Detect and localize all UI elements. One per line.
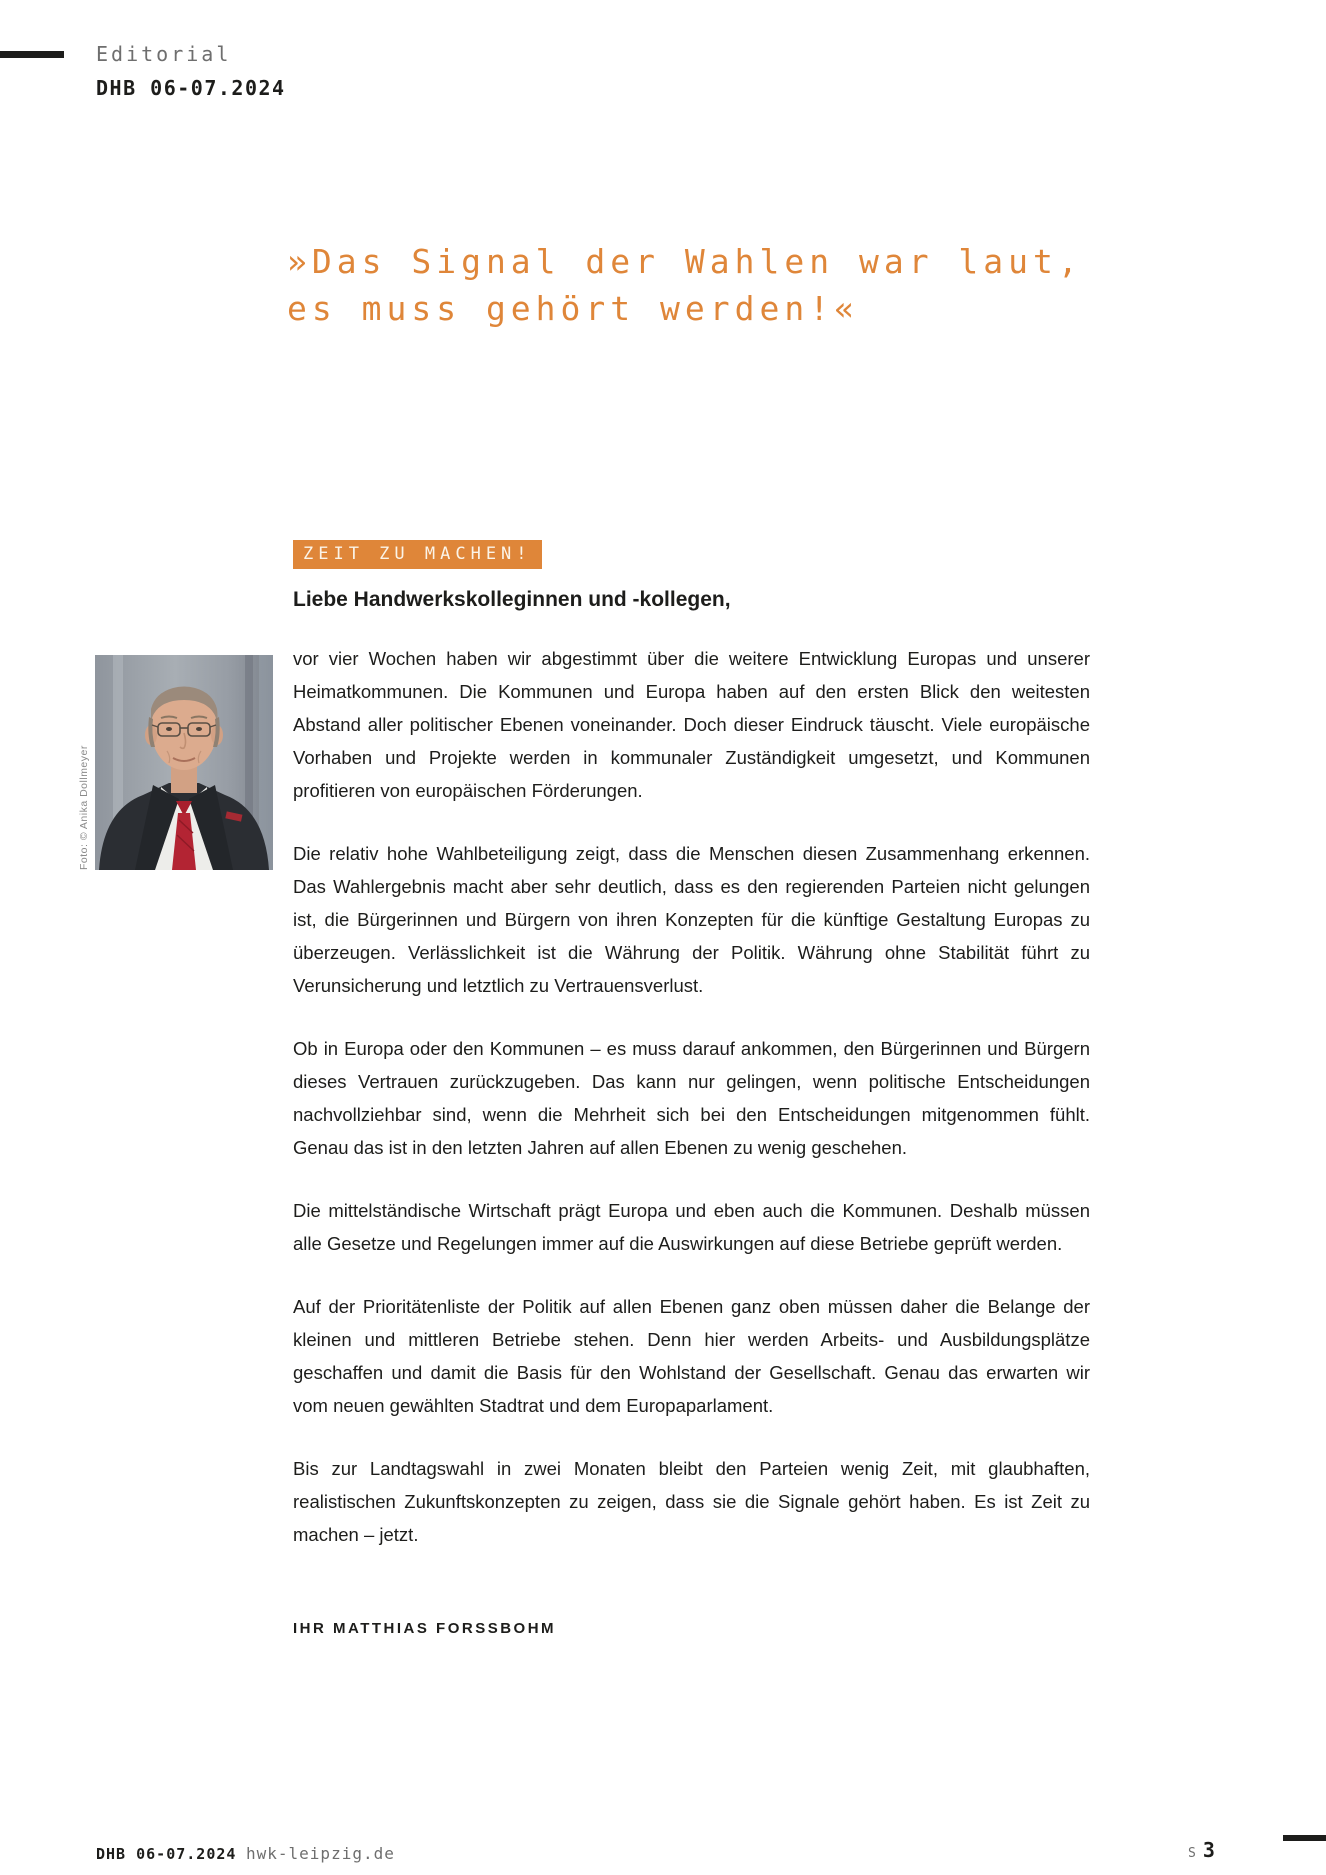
footer-website-link: hwk-leipzig.de [246,1844,395,1863]
paragraph-1: vor vier Wochen haben wir abgestimmt über die weitere Entwicklung Europas und unserer Heimatkommunen. Die Kommunen und Europa haben auf den ersten Blick den weitesten Abstand aller politischer Ebenen voneinander. Doch dieser Eindruck täuscht. Viele europäische Vorhaben und Projekte werden in kommunaler Zuständigkeit umgesetzt, und Kommunen profitieren von europäischen Förderungen. [293,648,1090,801]
page-headline [287,238,1083,332]
kicker-badge: ZEIT ZU MACHEN! [293,540,542,569]
footer-issue-label: DHB 06-07.2024 [96,1845,237,1863]
section-label: Editorial [96,42,232,66]
issue-label: DHB 06-07.2024 [96,76,286,100]
headline-line-1: »Das Signal der Wahlen war laut, [287,242,1083,281]
paragraph-2: Die relativ hohe Wahlbeteiligung zeigt, dass die Menschen diesen Zusammenhang erkennen. Das Wahlergebnis macht aber sehr deutlich, dass es den regierenden Parteien nicht gelungen ist, die Bürgerinnen und Bürgern von ihren Konzepten für die künftige Gestaltung Europas zu überzeugen. Verlässlichkeit ist die Währung der Politik. Währung ohne Stabilität führt zu Verunsicherung und letztlich zu Vertrauensverlust. [293,843,1090,996]
page-prefix: S [1188,1846,1196,1861]
paragraph-6: Bis zur Landtagswahl in zwei Monaten bleibt den Parteien wenig Zeit, mit glaubhaften, realistischen Zukunftskonzepten zu zeigen, dass sie die Signale gehört haben. Es ist Zeit zu machen – jetzt. [293,1458,1090,1545]
headline-line-2: es muss gehört werden!« [287,289,859,328]
page-number: 3 [1202,1838,1215,1862]
photo-credit: Foto: © Anika Dollmeyer [78,745,90,870]
footer-rule-bar [1283,1835,1326,1841]
footer-page-number [1188,1838,1215,1862]
author-signature: IHR MATTHIAS FORSSBOHM [293,1620,557,1637]
paragraph-5: Auf der Prioritätenliste der Politik auf allen Ebenen ganz oben müssen daher die Belange der kleinen und mittleren Betriebe stehen. Denn hier werden Arbeits- und Ausbildungsplätze geschaffen und damit die Basis für den Wohlstand der Gesellschaft. Genau das erwarten wir vom neuen gewählten Stadtrat und dem Europaparlament. [293,1296,1090,1416]
paragraph-3: Ob in Europa oder den Kommunen – es muss darauf ankommen, den Bürgerinnen und Bürgern dieses Vertrauen zurückzugeben. Das kann nur gelingen, wenn politische Entscheidungen nachvollziehbar sind, wenn die Mehrheit sich bei den Entscheidungen mitgenommen fühlt. Genau das ist in den letzten Jahren auf allen Ebenen zu wenig geschehen. [293,1038,1090,1158]
portrait-photo [95,655,273,870]
salutation: Liebe Handwerkskolleginnen und -kollegen, [293,588,731,611]
article-body [293,642,1090,1581]
paragraph-4: Die mittelständische Wirtschaft prägt Europa und eben auch die Kommunen. Deshalb müssen alle Gesetze und Regelungen immer auf die Auswirkungen auf diese Betriebe geprüft werden. [293,1200,1090,1254]
portrait-illustration [95,655,273,870]
header-rule-bar [0,51,64,58]
